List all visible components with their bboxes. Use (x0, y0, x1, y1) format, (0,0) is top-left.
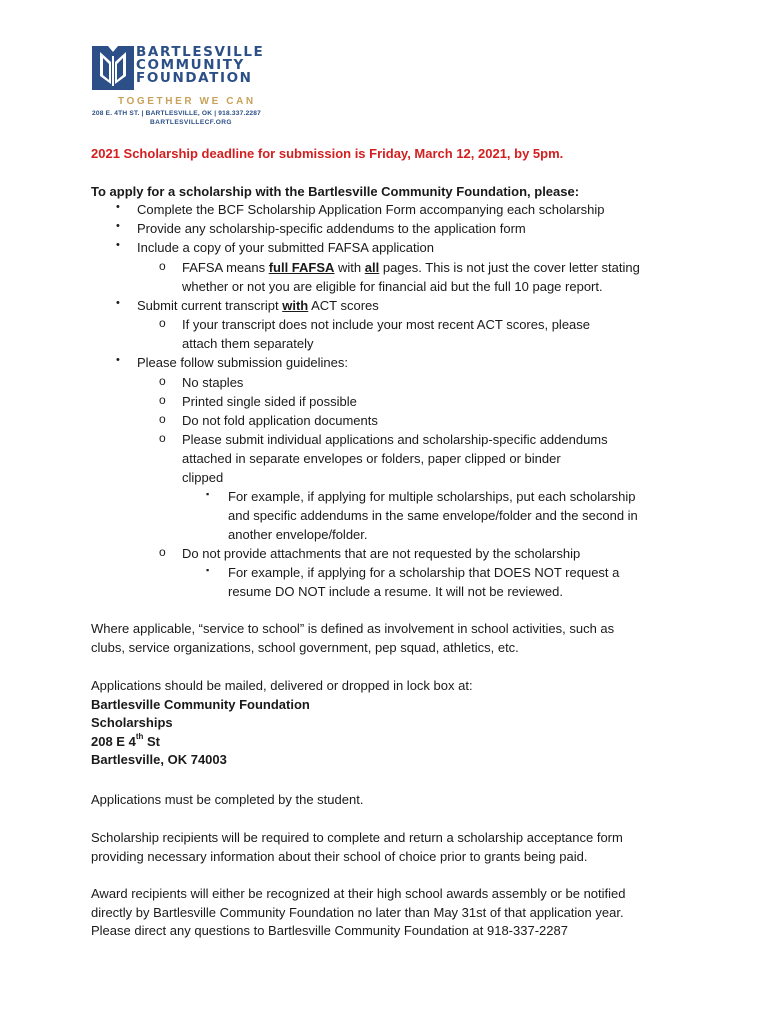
list-subitem: Do not provide attachments that are not requested by the scholarship (182, 546, 581, 561)
emphasis-text: all (364, 260, 380, 275)
emphasis-text: full FAFSA (268, 260, 335, 275)
paragraph-line: clubs, service organizations, school government, pep squad, athletics, etc. (91, 639, 519, 655)
list-item: Include a copy of your submitted FAFSA application (137, 240, 435, 255)
mailing-section (91, 677, 691, 770)
bullet: • (116, 297, 120, 309)
wheat-logo-icon (92, 46, 134, 90)
sub-bullet: o (159, 431, 166, 445)
mailing-street (91, 733, 691, 752)
mailing-dept: Scholarships (91, 715, 173, 731)
sub-bullet: o (159, 316, 166, 330)
list-subitem: If your transcript does not include your most recent ACT scores, please (182, 317, 591, 332)
paragraph-line: Where applicable, “service to school” is defined as involvement in school activities, such as (91, 621, 615, 636)
list-item: Provide any scholarship-specific addendums to the application form (137, 221, 526, 236)
student-paragraph: Applications must be completed by the student. (91, 792, 364, 807)
list-subitem-continuation: attach them separately (182, 336, 314, 351)
sub-bullet: o (159, 545, 166, 559)
list-item: Please follow submission guidelines: (137, 355, 349, 370)
paragraph-line: providing necessary information about their school of choice prior to grants being paid. (91, 848, 588, 864)
text-run: ACT scores (308, 298, 379, 313)
sub-bullet: o (159, 393, 166, 407)
sub-bullet: o (159, 412, 166, 426)
bullet: • (116, 201, 120, 213)
street-text: St (143, 733, 161, 749)
list-subitem (182, 259, 672, 278)
text-run: pages. This is not just the cover letter stating (379, 260, 640, 275)
paragraph-line: Award recipients will either be recognized at their high school awards assembly or be notified (91, 886, 626, 901)
paragraph-line: directly by Bartlesville Community Foundation no later than May 31st of that application year. (91, 904, 624, 920)
logo-address: 208 E. 4TH ST. | BARTLESVILLE, OK | 918.337.2287 (92, 110, 262, 117)
list-subitem: No staples (182, 375, 244, 390)
list-item (137, 297, 677, 316)
list-subitem-continuation: whether or not you are eligible for financial aid but the full 10 page report. (182, 279, 603, 294)
logo-tagline: TOGETHER WE CAN (118, 96, 256, 107)
bullet: • (116, 354, 120, 366)
street-text: 208 E 4 (91, 733, 136, 749)
subsub-bullet: ▪ (206, 489, 210, 499)
emphasis-text: with (282, 298, 309, 313)
foundation-logo (92, 44, 302, 126)
sub-bullet: o (159, 374, 166, 388)
list-subsubitem: For example, if applying for multiple scholarships, put each scholarship (228, 489, 636, 504)
awards-paragraph (91, 885, 691, 941)
recipients-paragraph (91, 829, 691, 866)
text-run: Submit current transcript (137, 298, 283, 313)
street-superscript: th (135, 732, 144, 742)
subsub-bullet: ▪ (206, 565, 210, 575)
logo-website: BARTLESVILLECF.ORG (150, 119, 232, 124)
mailing-city: Bartlesville, OK 74003 (91, 752, 227, 768)
mailing-name: Bartlesville Community Foundation (91, 696, 310, 712)
service-paragraph (91, 620, 691, 657)
bullet: • (116, 220, 120, 232)
logo-name-line: FOUNDATION (136, 70, 253, 86)
list-subsubitem-continuation: resume DO NOT include a resume. It will not be reviewed. (228, 584, 564, 599)
list-subitem: Please submit individual applications and scholarship-specific addendums (182, 432, 608, 447)
list-subitem: Do not fold application documents (182, 413, 378, 428)
bullet: • (116, 239, 120, 251)
deadline-heading: 2021 Scholarship deadline for submission is Friday, March 12, 2021, by 5pm. (91, 146, 564, 161)
logo-name-line: BARTLESVILLE (136, 44, 265, 60)
list-subitem-continuation: attached in separate envelopes or folders, paper clipped or binder (182, 451, 561, 466)
list-subsubitem: For example, if applying for a scholarship that DOES NOT request a (228, 565, 620, 580)
text-run: with (334, 260, 365, 275)
text-run: FAFSA means (182, 260, 269, 275)
mailing-intro: Applications should be mailed, delivered or dropped in lock box at: (91, 678, 473, 693)
paragraph-line: Please direct any questions to Bartlesville Community Foundation at 918-337-2287 (91, 923, 568, 939)
list-subsubitem-continuation: and specific addendums in the same envelope/folder and the second in (228, 508, 638, 523)
logo-name-line: COMMUNITY (136, 57, 245, 73)
foundation-name (136, 46, 264, 85)
list-subitem-continuation: clipped (182, 470, 224, 485)
list-subitem: Printed single sided if possible (182, 394, 357, 409)
sub-bullet: o (159, 259, 166, 273)
list-item: Complete the BCF Scholarship Application Form accompanying each scholarship (137, 202, 605, 217)
paragraph-line: Scholarship recipients will be required to complete and return a scholarship acceptance form (91, 830, 623, 845)
list-subsubitem-continuation: another envelope/folder. (228, 527, 368, 542)
intro-heading: To apply for a scholarship with the Bartlesville Community Foundation, please: (91, 184, 580, 199)
